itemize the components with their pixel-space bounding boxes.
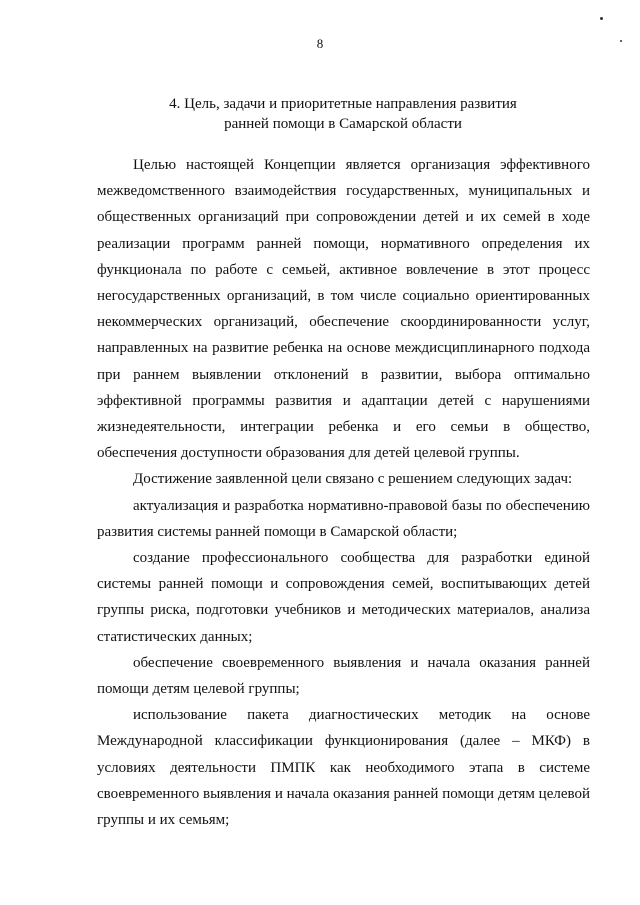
paragraph-task-3: обеспечение своевременного выявления и начала оказания ранней помощи детям целевой группы; (97, 654, 590, 698)
scan-speck (600, 17, 603, 20)
scan-speck (620, 40, 622, 42)
paragraph-task-2: создание профессионального сообщества для разработки единой системы ранней помощи и сопровождения семей, воспитывающих детей группы риска, подготовки учебников и методических материалов, анализа статистических данных; (97, 550, 590, 645)
paragraph-task-4: использование пакета диагностических методик на основе Международной классификации функционирования (далее – МКФ) в условиях деятельности ПМПК как необходимого этапа в системе своевременного выявления и начала оказания ранней помощи детям целевой группы и их семьям; (97, 707, 590, 829)
page-number: 8 (316, 36, 324, 51)
section-heading-line-1: 4. Цель, задачи и приоритетные направления развития (169, 96, 517, 112)
paragraph-goal: Целью настоящей Концепции является организация эффективного межведомственного взаимодействия государственных, муниципальных и общественных организаций при сопровождении детей и их семей в ходе реализации программ ранней помощи, нормативного определения их функционала по работе с семьей, активное вовлечение в этот процесс негосударственных организаций, в том числе социально ориентированных некоммерческих организаций, обеспечение скоординированности услуг, направленных на развитие ребенка на основе междисциплинарного подхода при раннем выявлении отклонений в развитии, выбора оптимально эффективной программы развития и адаптации детей с нарушениями жизнедеятельности, интеграции ребенка и его семьи в общество, обеспечения доступности образования для детей целевой группы. (97, 157, 590, 462)
paragraph-task-1: актуализация и разработка нормативно-правовой базы по обеспечению развития системы ранней помощи в Самарской области; (97, 497, 590, 540)
document-body (97, 152, 590, 833)
section-heading (96, 94, 590, 134)
paragraph-tasks-intro: Достижение заявленной цели связано с решением следующих задач: (133, 471, 573, 488)
section-heading-line-2: ранней помощи в Самарской области (224, 116, 462, 132)
